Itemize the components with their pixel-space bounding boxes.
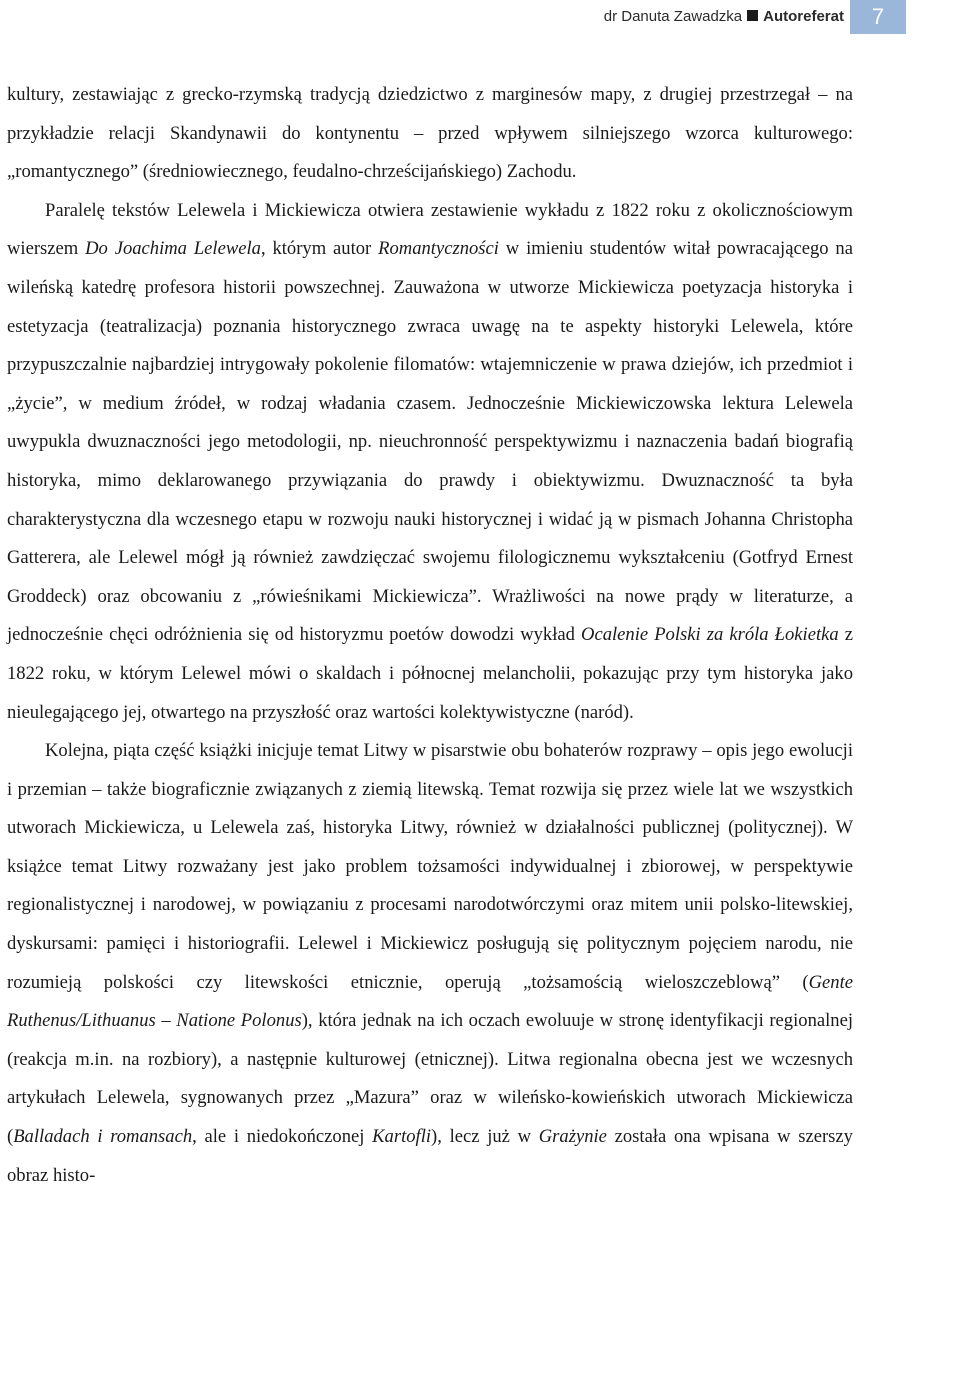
paragraph-text: ), która jednak na ich oczach ewoluuje w stronę identyfikacji regionalnej (reakcja m.in. na rozbiory), a następnie kulturowej (etnicznej). Litwa regionalna obecna jest we wczesnych artykułach Lelewela, sygnowanych przez „Mazura” oraz w wileńsko-kowieńskich utworach Mickiewicza ( <box>7 1010 853 1148</box>
paragraph-text: , ale i niedokończonej <box>192 1126 373 1148</box>
body-paragraph <box>7 76 853 192</box>
italic-title-text: Kartofli <box>372 1126 432 1148</box>
italic-title-text: Gente Ruthenus/Lithuanus – Natione Polonus <box>7 971 853 1032</box>
italic-title-text: Grażynie <box>538 1126 607 1148</box>
body-paragraph <box>7 192 853 732</box>
paragraph-text: Paralelę tekstów Lelewela i Mickiewicza otwiera zestawienie wykładu z 1822 roku z okolicznościowym wierszem <box>7 199 853 260</box>
italic-title-text: Do Joachima Lelewela <box>85 238 261 260</box>
italic-title-text: Balladach i romansach <box>13 1126 193 1148</box>
paragraph-text: , którym autor <box>260 238 379 260</box>
header-title: Autoreferat <box>763 8 844 25</box>
paragraph-text: w imieniu studentów witał powracającego na wileńską katedrę profesora historii powszechnej. Zauważona w utworze Mickiewicza poetyzacja historyka i estetyzacja (teatralizacja) poznania historycznego zwraca uwagę na te aspekty historyki Lelewela, które przypuszczalnie najbardziej intrygowały pokolenie filomatów: wtajemniczenie w prawa dziejów, ich przedmiot i „życie”, w medium źródeł, w rodzaj władania czasem. Jednocześnie Mickiewiczowska lektura Lelewela uwypukla dwuznaczności jego metodologii, np. nieuchronność perspektywizmu i naznaczenia badań biografią historyka, mimo deklarowanego przywiązania do prawdy i obiektywizmu. Dwuznaczność ta była charakterystyczna dla wczesnego etapu w rozwoju nauki historycznej i widać ją w pismach Johanna Christopha Gatterera, ale Lelewel mógł ją również zawdzięczać swojemu filologicznemu wykształceniu (Gotfryd Ernest Groddeck) oraz obcowaniu z „rówieśnikami Mickiewicza”. Wrażliwości na nowe prądy w literaturze, a jednocześnie chęci odróżnienia się od historyzmu poetów dowodzi wykład <box>7 238 853 646</box>
running-header <box>604 8 844 25</box>
paragraph-text: kultury, zestawiając z grecko-rzymską tradycją dziedzictwo z marginesów mapy, z drugiej przestrzegał – na przykładzie relacji Skandynawii do kontynentu – przed wpływem silniejszego wzorca kulturowego: „romantycznego” (średniowiecznego, feudalno-chrześcijańskiego) Zachodu. <box>7 84 853 183</box>
paragraph-text: z 1822 roku, w którym Lelewel mówi o skaldach i północnej melancholii, pokazując przy tym historyka jako nieulegającego jej, otwartego na przyszłość oraz wartości kolektywistyczne (naród). <box>7 624 853 723</box>
paragraph-text: Kolejna, piąta część książki inicjuje temat Litwy w pisarstwie obu bohaterów rozprawy – opis jego ewolucji i przemian – także biograficznie związanych z ziemią litewską. Temat rozwija się przez wiele lat we wszystkich utworach Mickiewicza, u Lelewela zaś, historyka Litwy, również w działalności publicznej (politycznej). W książce temat Litwy rozważany jest jako problem tożsamości indywidualnej i zbiorowej, w perspektywie regionalistycznej i narodowej, w powiązaniu z procesami narodotwórczymi oraz mitem unii polsko-litewskiej, dyskursami: pamięci i historiografii. Lelewel i Mickiewicz posługują się politycznym pojęciem narodu, nie rozumieją polskości czy litewskości etnicznie, operują „tożsamością wieloszczeblową” ( <box>7 740 853 993</box>
italic-title-text: Romantyczności <box>378 238 499 260</box>
page-number-badge: 7 <box>850 0 906 34</box>
square-bullet-icon <box>747 10 758 21</box>
page-header <box>0 0 960 36</box>
header-author: dr Danuta Zawadzka <box>603 8 743 25</box>
document-body <box>7 76 853 1195</box>
paragraph-text: została ona wpisana w szerszy obraz histo- <box>7 1126 853 1186</box>
paragraph-text: ), lecz już w <box>431 1126 539 1148</box>
italic-title-text: Ocalenie Polski za króla Łokietka <box>581 624 839 646</box>
body-paragraph <box>7 732 853 1195</box>
